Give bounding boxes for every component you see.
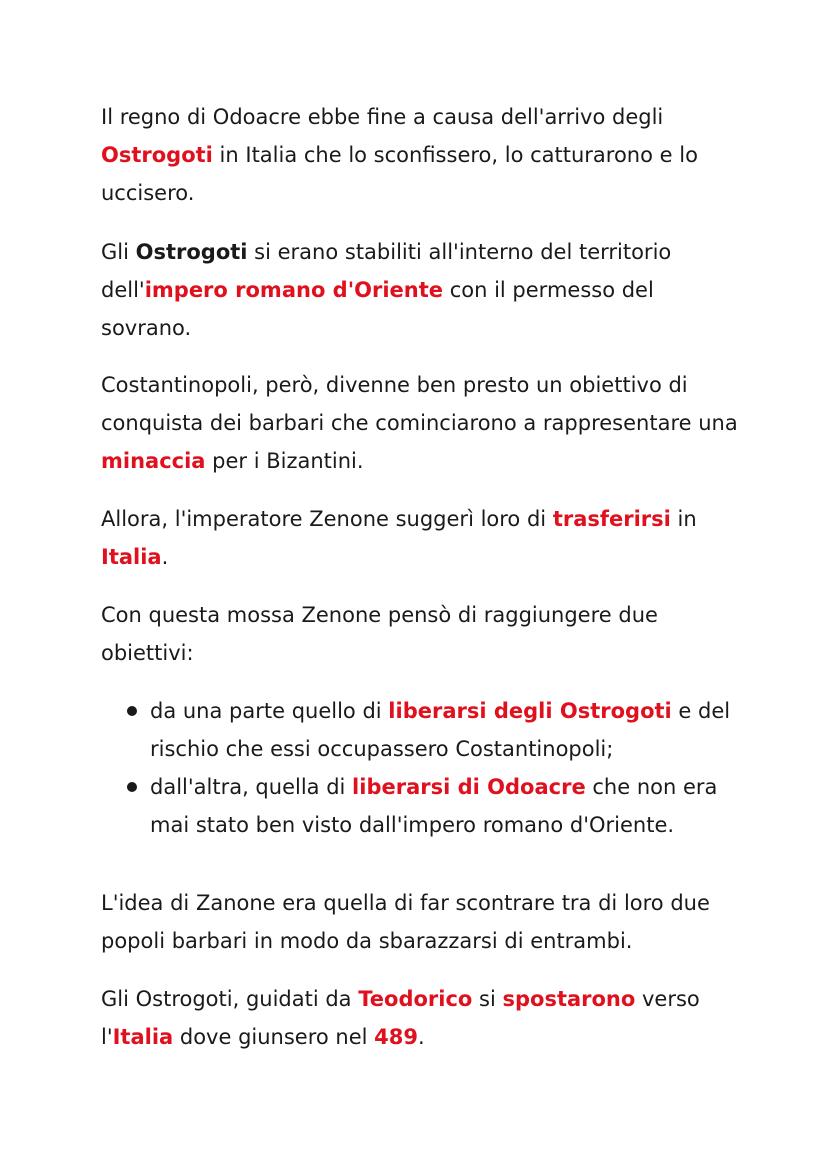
text-run: Allora, l'imperatore Zenone suggerì loro di [101, 507, 553, 531]
text-run: in Italia che lo sconfissero, lo catturarono e lo uccisero. [101, 143, 698, 205]
text-run: L'idea di Zanone era quella di far scontrare tra di loro due popoli barbari in modo da sbarazzarsi di entrambi. [101, 891, 710, 953]
bullet-icon [127, 706, 137, 716]
text-run: Il regno di Odoacre ebbe fine a causa dell'arrivo degli [101, 105, 664, 129]
text-run: . [161, 545, 169, 569]
text-run: con il permesso del sovrano. [101, 278, 654, 340]
highlighted-term: trasferirsi [552, 507, 671, 531]
highlighted-term: Italia [112, 1025, 174, 1049]
paragraph-odoacre-end [101, 98, 741, 212]
highlighted-term: Italia [101, 545, 162, 569]
text-run: dove giunsero nel [173, 1025, 375, 1049]
text-run: per i Bizantini. [205, 449, 364, 473]
text-run: Costantinopoli, però, divenne ben presto un obiettivo di conquista dei barbari che cominciarono a rappresentare una [101, 373, 738, 435]
text-run: che non era mai stato ben visto dall'impero romano d'Oriente. [150, 775, 718, 837]
highlighted-term: liberarsi di Odoacre [352, 775, 586, 799]
text-run: si [472, 987, 503, 1011]
highlighted-term: spostarono [502, 987, 636, 1011]
text-run: in [670, 507, 697, 531]
list-item [125, 768, 740, 844]
text-run: Gli [101, 240, 136, 264]
paragraph-costantinopoli [101, 366, 741, 480]
list-item-text [150, 699, 730, 761]
text-run: si erano stabiliti all'interno del territorio dell' [101, 240, 672, 302]
paragraph-zenone-suggestion [101, 500, 741, 576]
highlighted-term: Ostrogoti [101, 143, 213, 167]
text-run: Gli Ostrogoti, guidati da [101, 987, 359, 1011]
text-run: dall'altra, quella di [150, 775, 353, 799]
highlighted-term: 489 [374, 1025, 419, 1049]
paragraph-teodorico [101, 980, 741, 1056]
highlighted-term: Teodorico [358, 987, 473, 1011]
text-run: Con questa mossa Zenone pensò di raggiungere due obiettivi: [101, 603, 658, 665]
highlighted-term: minaccia [101, 449, 206, 473]
paragraph-zanone-idea [101, 884, 741, 960]
text-run: verso l' [101, 987, 700, 1049]
list-item [125, 692, 740, 768]
bullet-icon [127, 782, 137, 792]
paragraph-two-objectives [101, 596, 741, 672]
list-item-text [150, 775, 717, 837]
highlighted-term: impero romano d'Oriente [144, 278, 444, 302]
bold-term: Ostrogoti [135, 240, 248, 264]
objectives-list [125, 692, 740, 844]
paragraph-ostrogoti-settlement [101, 233, 741, 347]
text-run: e del rischio che essi occupassero Costantinopoli; [150, 699, 731, 761]
text-run: . [418, 1025, 425, 1049]
text-run: da una parte quello di [150, 699, 389, 723]
highlighted-term: liberarsi degli Ostrogoti [388, 699, 672, 723]
